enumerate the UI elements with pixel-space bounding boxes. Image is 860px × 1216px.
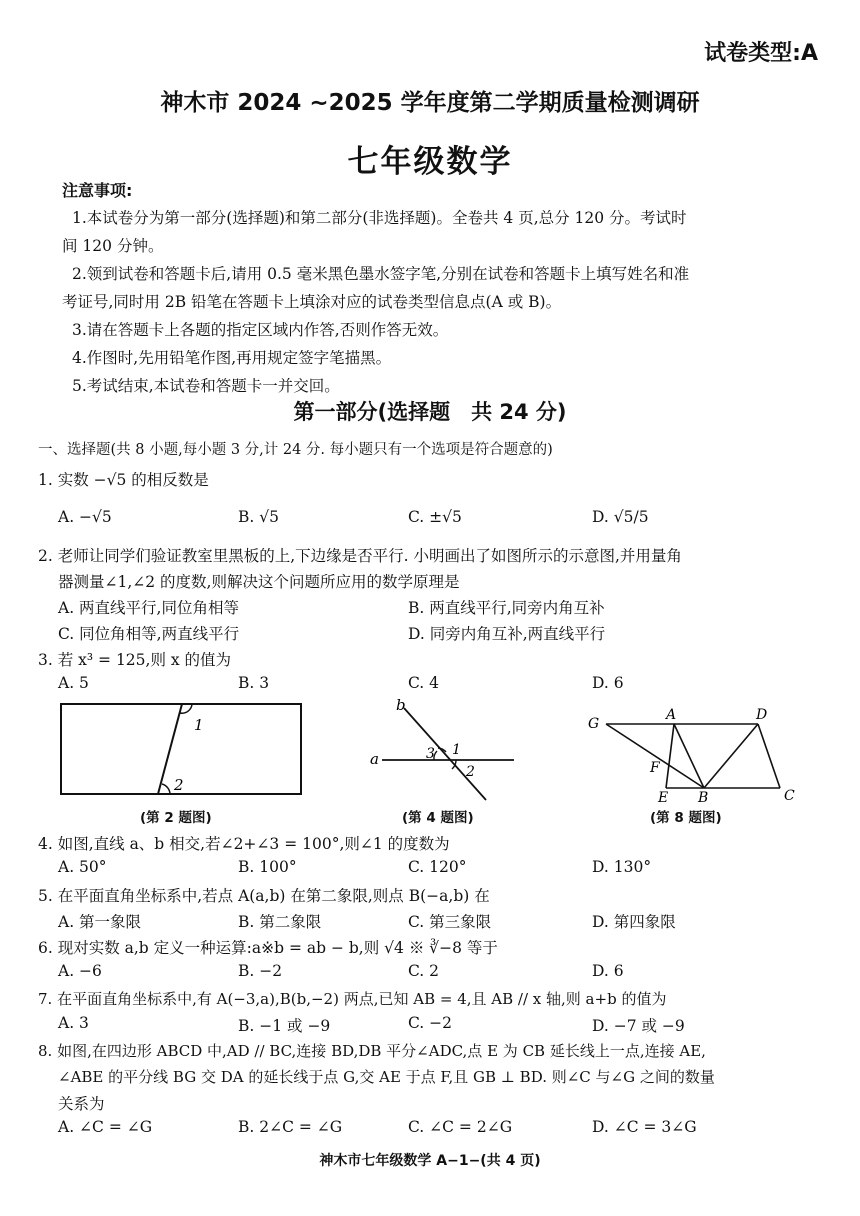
q4-option-a: A. 50° [58,858,107,876]
paper-type-label: 试卷类型:A [704,41,818,66]
q4-option-b: B. 100° [238,858,297,876]
figure-2-caption: (第 2 题图) [140,810,212,826]
q4-option-c: C. 120° [408,858,467,876]
question-2-stem: 器测量∠1,∠2 的度数,则解决这个问题所应用的数学原理是 [58,573,460,591]
note-line: 1.本试卷分为第一部分(选择题)和第二部分(非选择题)。全卷共 4 页,总分 120 分。考试时 [72,209,687,227]
fig2-label-2: 2 [174,776,184,794]
page-footer: 神木市七年级数学 A−1−(共 4 页) [319,1153,541,1169]
fig8-label-b: B [698,790,709,804]
fig4-label-3: 3 [426,746,435,762]
q8-option-a: A. ∠C = ∠G [58,1118,153,1136]
fig8-label-a: A [666,707,677,723]
q5-option-c: C. 第三象限 [408,913,492,931]
q2-option-b: B. 两直线平行,同旁内角互补 [408,599,605,617]
notes-heading: 注意事项: [62,181,133,200]
figure-4-caption: (第 4 题图) [402,810,474,826]
q7-option-a: A. 3 [58,1014,89,1032]
q3-option-b: B. 3 [238,674,270,692]
question-5-stem: 5. 在平面直角坐标系中,若点 A(a,b) 在第二象限,则点 B(−a,b) 在 [38,887,490,905]
q4-option-d: D. 130° [592,858,652,876]
fig8-label-e: E [658,790,669,804]
question-3-stem: 3. 若 x³ = 125,则 x 的值为 [38,651,232,669]
q6-option-c: C. 2 [408,962,440,980]
q1-option-b: B. √5 [238,508,279,526]
question-4-stem: 4. 如图,直线 a、b 相交,若∠2+∠3 = 100°,则∠1 的度数为 [38,835,450,853]
exam-title: 神木市 2024 ~2025 学年度第二学期质量检测调研 [160,90,700,116]
figure-2 [56,700,308,800]
q8-option-d: D. ∠C = 3∠G [592,1118,697,1136]
fig8-label-f: F [650,760,660,776]
note-line: 间 120 分钟。 [62,237,164,255]
q2-option-d: D. 同旁内角互补,两直线平行 [408,625,606,643]
q7-option-c: C. −2 [408,1014,453,1032]
q5-option-d: D. 第四象限 [592,913,676,931]
question-8-stem: 关系为 [58,1095,105,1113]
fig4-label-1: 1 [452,742,461,758]
question-8-stem: 8. 如图,在四边形 ABCD 中,AD // BC,连接 BD,DB 平分∠ADC,点 E 为 CB 延长线上一点,连接 AE, [38,1042,706,1060]
q2-option-c: C. 同位角相等,两直线平行 [58,625,240,643]
section-title: 一、选择题(共 8 小题,每小题 3 分,计 24 分. 每小题只有一个选项是符合题意的) [38,442,553,458]
q1-option-a: A. −√5 [58,508,112,526]
q5-option-b: B. 第二象限 [238,913,322,931]
fig4-label-2: 2 [466,764,475,780]
fig8-label-g: G [588,716,600,732]
q8-option-b: B. 2∠C = ∠G [238,1118,343,1136]
question-2-stem: 2. 老师让同学们验证教室里黑板的上,下边缘是否平行. 小明画出了如图所示的示意图,并用量角 [38,547,682,565]
q3-option-c: C. 4 [408,674,440,692]
fig4-label-a: a [370,750,379,768]
q6-option-a: A. −6 [58,962,102,980]
q1-option-c: C. ±√5 [408,508,462,526]
q6-option-b: B. −2 [238,962,283,980]
q3-option-a: A. 5 [58,674,89,692]
figure-4 [368,692,518,804]
q7-option-d: D. −7 或 −9 [592,1017,685,1035]
note-line: 2.领到试卷和答题卡后,请用 0.5 毫米黑色墨水签字笔,分别在试卷和答题卡上填写姓名和准 [72,265,690,283]
fig2-label-1: 1 [194,716,204,734]
q2-option-a: A. 两直线平行,同位角相等 [58,599,239,617]
q7-option-b: B. −1 或 −9 [238,1017,331,1035]
fig8-label-d: D [756,707,768,723]
fig8-label-c: C [784,788,795,804]
q8-option-c: C. ∠C = 2∠G [408,1118,513,1136]
q1-option-d: D. √5/5 [592,508,649,526]
q3-option-d: D. 6 [592,674,624,692]
q6-option-d: D. 6 [592,962,624,980]
figure-8 [586,706,804,804]
note-line: 3.请在答题卡上各题的指定区域内作答,否则作答无效。 [72,321,449,339]
question-6-stem: 6. 现对实数 a,b 定义一种运算:a※b = ab − b,则 √4 ※ ∛−8 等于 [38,939,498,957]
fig4-label-b: b [396,696,406,714]
figure-8-caption: (第 8 题图) [650,810,722,826]
question-1-stem: 1. 实数 −√5 的相反数是 [38,471,209,489]
question-8-stem: ∠ABE 的平分线 BG 交 DA 的延长线于点 G,交 AE 于点 F,且 GB ⊥ BD. 则∠C 与∠G 之间的数量 [58,1068,715,1086]
q5-option-a: A. 第一象限 [58,913,142,931]
subject-title: 七年级数学 [347,144,513,180]
note-line: 5.考试结束,本试卷和答题卡一并交回。 [72,377,340,395]
note-line: 4.作图时,先用铅笔作图,再用规定签字笔描黑。 [72,349,392,367]
note-line: 考证号,同时用 2B 铅笔在答题卡上填涂对应的试卷类型信息点(A 或 B)。 [62,293,562,311]
part1-heading: 第一部分(选择题 共 24 分) [293,400,567,424]
question-7-stem: 7. 在平面直角坐标系中,有 A(−3,a),B(b,−2) 两点,已知 AB = 4,且 AB // x 轴,则 a+b 的值为 [38,990,667,1008]
